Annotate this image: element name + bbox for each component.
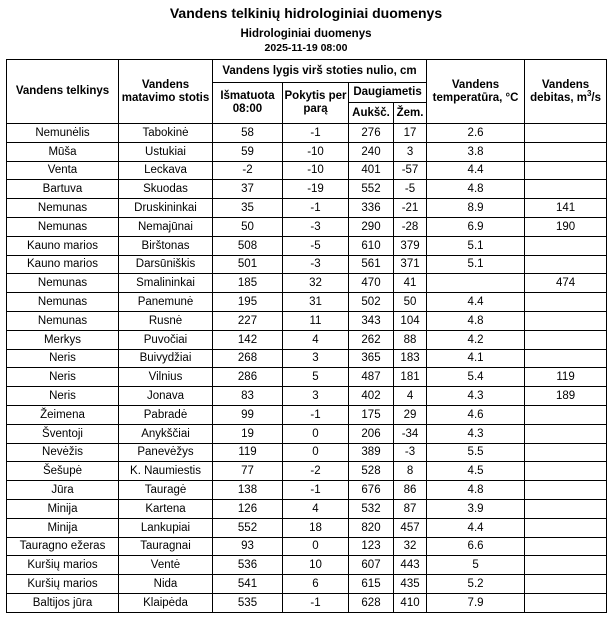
cell-high: 336 [349,199,394,218]
table-body [7,124,607,613]
cell-change: -10 [283,142,349,161]
cell-high: 365 [349,349,394,368]
cell-change: -19 [283,180,349,199]
cell-temp: 7.9 [427,593,525,612]
cell-station: Panemunė [119,293,213,312]
header-high: Aukšč. [349,103,394,124]
cell-high: 470 [349,274,394,293]
cell-station: Puvočiai [119,330,213,349]
table-row [7,161,607,180]
cell-measured: -2 [213,161,283,180]
cell-low: 41 [394,274,427,293]
cell-station: Tabokinė [119,124,213,143]
header-discharge-main: Vandens debitas, m [530,78,590,104]
table-row [7,236,607,255]
table-row [7,387,607,406]
cell-high: 206 [349,424,394,443]
cell-station: Tauragė [119,481,213,500]
cell-station: Smalininkai [119,274,213,293]
cell-temp: 4.2 [427,330,525,349]
cell-station: Darsūniškis [119,255,213,274]
cell-low: 50 [394,293,427,312]
cell-measured: 83 [213,387,283,406]
cell-change: -1 [283,199,349,218]
table-row [7,217,607,236]
cell-discharge [525,575,607,594]
cell-high: 628 [349,593,394,612]
cell-station: Ventė [119,556,213,575]
cell-change: -1 [283,405,349,424]
cell-temp: 4.5 [427,462,525,481]
cell-measured: 99 [213,405,283,424]
cell-change: 6 [283,575,349,594]
cell-low: 371 [394,255,427,274]
table-row [7,405,607,424]
cell-high: 389 [349,443,394,462]
cell-waterbody: Venta [7,161,119,180]
cell-low: -34 [394,424,427,443]
cell-station: Vilnius [119,368,213,387]
cell-temp: 5.4 [427,368,525,387]
cell-discharge [525,180,607,199]
cell-discharge [525,255,607,274]
table-row [7,180,607,199]
cell-waterbody: Mūša [7,142,119,161]
cell-station: Druskininkai [119,199,213,218]
cell-change: -3 [283,217,349,236]
cell-measured: 93 [213,537,283,556]
cell-discharge: 190 [525,217,607,236]
cell-temp: 4.8 [427,311,525,330]
cell-change: 0 [283,424,349,443]
cell-discharge [525,518,607,537]
table-row [7,311,607,330]
cell-station: Tauragnai [119,537,213,556]
cell-change: -10 [283,161,349,180]
cell-temp: 4.8 [427,481,525,500]
cell-temp: 4.1 [427,349,525,368]
cell-discharge [525,405,607,424]
cell-low: -28 [394,217,427,236]
table-row [7,593,607,612]
cell-measured: 126 [213,499,283,518]
cell-high: 528 [349,462,394,481]
cell-temp: 5.1 [427,255,525,274]
cell-high: 343 [349,311,394,330]
table-row [7,142,607,161]
cell-station: Jonava [119,387,213,406]
cell-waterbody: Kuršių marios [7,556,119,575]
cell-station: Buivydžiai [119,349,213,368]
cell-low: 88 [394,330,427,349]
cell-temp: 6.6 [427,537,525,556]
cell-station: Klaipėda [119,593,213,612]
hydro-data-table [6,59,607,613]
cell-temp: 2.6 [427,124,525,143]
cell-low: 183 [394,349,427,368]
cell-change: 5 [283,368,349,387]
cell-measured: 268 [213,349,283,368]
header-level-group: Vandens lygis virš stoties nulio, cm [213,60,427,83]
cell-discharge [525,481,607,500]
cell-discharge [525,424,607,443]
cell-low: -3 [394,443,427,462]
cell-temp: 6.9 [427,217,525,236]
cell-high: 610 [349,236,394,255]
table-row [7,518,607,537]
cell-discharge: 119 [525,368,607,387]
table-row [7,481,607,500]
cell-waterbody: Nemunas [7,293,119,312]
cell-waterbody: Merkys [7,330,119,349]
cell-measured: 119 [213,443,283,462]
cell-low: -5 [394,180,427,199]
header-temperature: Vandens temperatūra, °C [427,60,525,124]
cell-low: 443 [394,556,427,575]
cell-station: Birštonas [119,236,213,255]
cell-measured: 286 [213,368,283,387]
cell-station: Anykščiai [119,424,213,443]
cell-temp: 4.4 [427,293,525,312]
cell-waterbody: Neris [7,368,119,387]
cell-change: 32 [283,274,349,293]
header-multiyear: Daugiametis [349,83,427,103]
cell-measured: 37 [213,180,283,199]
cell-discharge [525,293,607,312]
table-row [7,199,607,218]
cell-discharge [525,462,607,481]
cell-change: 4 [283,330,349,349]
cell-waterbody: Neris [7,387,119,406]
table-row [7,368,607,387]
cell-measured: 58 [213,124,283,143]
cell-discharge: 141 [525,199,607,218]
cell-change: -1 [283,481,349,500]
cell-station: Pabradė [119,405,213,424]
cell-waterbody: Kauno marios [7,255,119,274]
cell-high: 123 [349,537,394,556]
cell-waterbody: Nemunas [7,311,119,330]
cell-change: 3 [283,387,349,406]
cell-high: 561 [349,255,394,274]
table-row [7,274,607,293]
cell-waterbody: Nevėžis [7,443,119,462]
cell-change: 18 [283,518,349,537]
table-row [7,293,607,312]
cell-temp: 4.6 [427,405,525,424]
cell-temp: 5.5 [427,443,525,462]
cell-station: Lankupiai [119,518,213,537]
cell-change: -3 [283,255,349,274]
header-discharge-sup: 3 [586,88,592,98]
table-row [7,443,607,462]
cell-temp: 4.8 [427,180,525,199]
header-station: Vandens matavimo stotis [119,60,213,124]
header-low: Žem. [394,103,427,124]
cell-change: 3 [283,349,349,368]
cell-measured: 19 [213,424,283,443]
table-row [7,349,607,368]
cell-low: 3 [394,142,427,161]
cell-station: Skuodas [119,180,213,199]
cell-station: Panevėžys [119,443,213,462]
cell-discharge [525,443,607,462]
cell-low: 181 [394,368,427,387]
cell-measured: 50 [213,217,283,236]
cell-low: 435 [394,575,427,594]
cell-change: 0 [283,443,349,462]
cell-low: -21 [394,199,427,218]
cell-station: K. Naumiestis [119,462,213,481]
cell-high: 487 [349,368,394,387]
cell-temp: 3.8 [427,142,525,161]
cell-high: 502 [349,293,394,312]
cell-low: 32 [394,537,427,556]
table-row [7,537,607,556]
table-row [7,255,607,274]
table-row [7,499,607,518]
cell-measured: 142 [213,330,283,349]
cell-measured: 541 [213,575,283,594]
cell-change: 4 [283,499,349,518]
cell-change: -2 [283,462,349,481]
cell-low: 457 [394,518,427,537]
cell-waterbody: Nemunas [7,199,119,218]
cell-high: 552 [349,180,394,199]
cell-high: 175 [349,405,394,424]
header-measured: Išmatuota 08:00 [213,83,283,124]
cell-high: 262 [349,330,394,349]
cell-waterbody: Nemunas [7,217,119,236]
cell-station: Nida [119,575,213,594]
cell-temp: 5 [427,556,525,575]
cell-temp: 4.3 [427,424,525,443]
cell-change: 11 [283,311,349,330]
cell-measured: 77 [213,462,283,481]
cell-discharge: 474 [525,274,607,293]
cell-measured: 35 [213,199,283,218]
cell-low: 86 [394,481,427,500]
cell-high: 276 [349,124,394,143]
cell-low: -57 [394,161,427,180]
cell-low: 87 [394,499,427,518]
cell-measured: 227 [213,311,283,330]
cell-discharge [525,161,607,180]
cell-change: 31 [283,293,349,312]
cell-temp: 4.4 [427,161,525,180]
cell-discharge [525,537,607,556]
cell-station: Nemajūnai [119,217,213,236]
cell-change: -1 [283,124,349,143]
cell-waterbody: Nemunėlis [7,124,119,143]
cell-measured: 195 [213,293,283,312]
header-change: Pokytis per parą [283,83,349,124]
cell-high: 401 [349,161,394,180]
cell-high: 402 [349,387,394,406]
cell-measured: 536 [213,556,283,575]
cell-waterbody: Baltijos jūra [7,593,119,612]
cell-station: Ustukiai [119,142,213,161]
cell-change: -5 [283,236,349,255]
cell-waterbody: Jūra [7,481,119,500]
cell-high: 290 [349,217,394,236]
cell-low: 8 [394,462,427,481]
cell-waterbody: Kauno marios [7,236,119,255]
cell-discharge [525,349,607,368]
cell-measured: 535 [213,593,283,612]
cell-waterbody: Bartuva [7,180,119,199]
page-subtitle: Hidrologiniai duomenys [240,28,372,40]
cell-station: Rusnė [119,311,213,330]
cell-temp: 5.1 [427,236,525,255]
cell-temp: 4.4 [427,518,525,537]
table-row [7,424,607,443]
cell-measured: 552 [213,518,283,537]
report-datetime: 2025-11-19 08:00 [264,42,348,54]
cell-low: 4 [394,387,427,406]
cell-measured: 185 [213,274,283,293]
cell-temp: 4.3 [427,387,525,406]
cell-temp [427,274,525,293]
table-row [7,330,607,349]
table-row [7,575,607,594]
cell-waterbody: Tauragno ežeras [7,537,119,556]
cell-waterbody: Žeimena [7,405,119,424]
cell-discharge [525,236,607,255]
cell-station: Kartena [119,499,213,518]
cell-high: 615 [349,575,394,594]
cell-temp: 5.2 [427,575,525,594]
cell-change: 0 [283,537,349,556]
cell-low: 379 [394,236,427,255]
cell-low: 104 [394,311,427,330]
cell-station: Leckava [119,161,213,180]
cell-high: 532 [349,499,394,518]
cell-waterbody: Neris [7,349,119,368]
cell-low: 17 [394,124,427,143]
cell-high: 607 [349,556,394,575]
cell-waterbody: Minija [7,499,119,518]
cell-low: 410 [394,593,427,612]
cell-measured: 138 [213,481,283,500]
cell-change: 10 [283,556,349,575]
cell-temp: 8.9 [427,199,525,218]
cell-discharge [525,593,607,612]
cell-discharge [525,124,607,143]
cell-waterbody: Šventoji [7,424,119,443]
cell-measured: 501 [213,255,283,274]
header-discharge-unit: /s [591,91,602,104]
cell-temp: 3.9 [427,499,525,518]
table-row [7,462,607,481]
cell-discharge [525,556,607,575]
header-discharge [525,60,607,124]
cell-discharge: 189 [525,387,607,406]
cell-waterbody: Šešupė [7,462,119,481]
cell-high: 820 [349,518,394,537]
cell-low: 29 [394,405,427,424]
cell-discharge [525,499,607,518]
cell-waterbody: Kuršių marios [7,575,119,594]
table-row [7,124,607,143]
cell-discharge [525,330,607,349]
cell-discharge [525,142,607,161]
cell-measured: 508 [213,236,283,255]
cell-discharge [525,311,607,330]
cell-high: 676 [349,481,394,500]
cell-waterbody: Nemunas [7,274,119,293]
cell-measured: 59 [213,142,283,161]
table-row [7,556,607,575]
cell-high: 240 [349,142,394,161]
header-waterbody: Vandens telkinys [7,60,119,124]
page-title: Vandens telkinių hidrologiniai duomenys [169,5,443,21]
cell-waterbody: Minija [7,518,119,537]
cell-change: -1 [283,593,349,612]
